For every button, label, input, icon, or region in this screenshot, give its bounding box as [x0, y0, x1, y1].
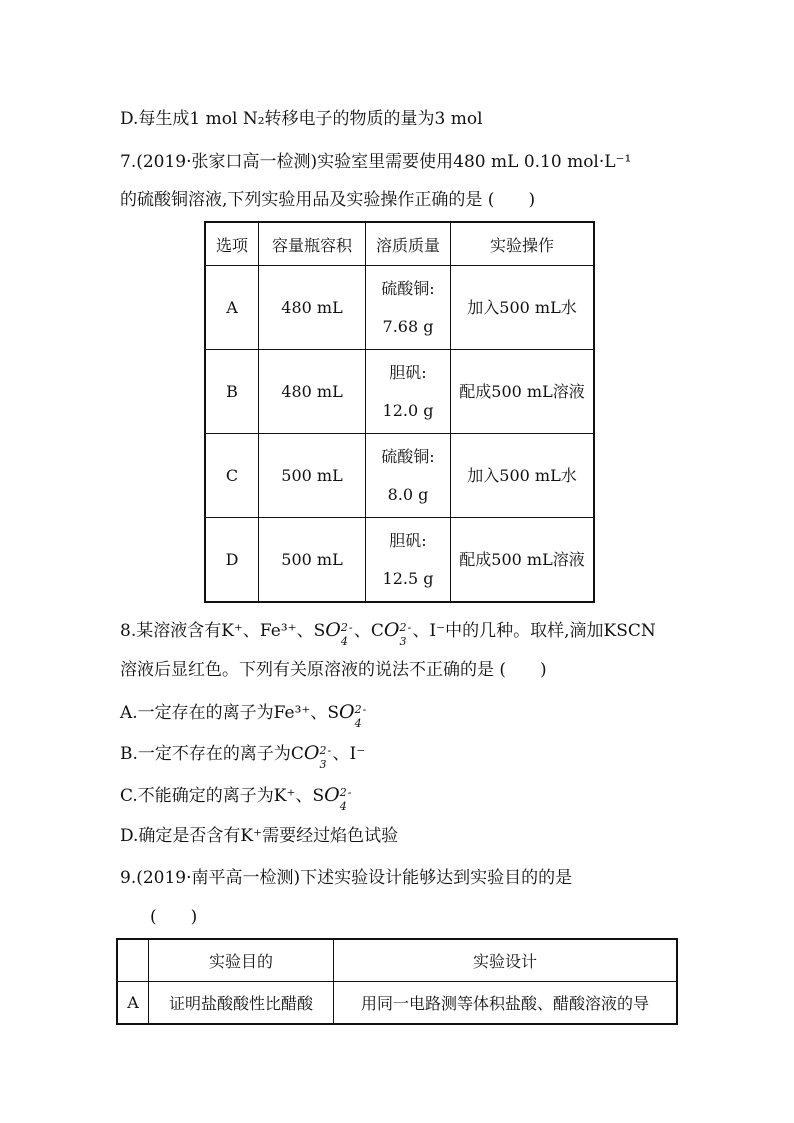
table-row — [117, 982, 677, 1025]
carbonate-ion-formula: O 2 3 - — [383, 619, 412, 648]
option-cell: A — [205, 266, 259, 350]
q9-table-header — [117, 939, 677, 982]
solute-mass: 7.68 g — [382, 316, 434, 336]
solute-name: 胆矾: — [389, 362, 427, 382]
solute-name: 胆矾: — [389, 530, 427, 550]
solute-name: 硫酸铜: — [381, 446, 435, 466]
solute-cell — [366, 266, 451, 350]
volume-cell: 500 mL — [259, 434, 366, 518]
sulfate-ion-formula: O 2 4 - — [339, 701, 367, 730]
table-row — [205, 434, 594, 518]
header-cell: 溶质质量 — [366, 222, 451, 266]
option-cell: D — [205, 518, 259, 603]
table-row — [205, 266, 594, 350]
q8-option-c: C.不能确定的离子为K⁺、SO 2 4 - — [120, 784, 352, 813]
solute-mass: 12.5 g — [382, 568, 434, 588]
solute-cell — [366, 350, 451, 434]
volume-cell: 500 mL — [259, 518, 366, 603]
solute-mass: 8.0 g — [387, 484, 429, 504]
purpose-cell: 证明盐酸酸性比醋酸 — [149, 982, 334, 1025]
q8-option-d: D.确定是否含有K⁺需要经过焰色试验 — [120, 826, 399, 846]
header-cell: 实验操作 — [451, 222, 595, 266]
carbonate-ion-formula: O 2 3 - — [303, 742, 332, 771]
q9-stem-line1: 9.(2019·南平高一检测)下述实验设计能够达到实验目的的是 — [120, 868, 573, 888]
operation-cell: 加入500 mL水 — [451, 266, 595, 350]
q9-stem-line2: ( ) — [150, 907, 198, 927]
operation-cell: 加入500 mL水 — [451, 434, 595, 518]
header-cell: 选项 — [205, 222, 259, 266]
option-cell: A — [117, 982, 149, 1025]
q6-option-d: D.每生成1 mol N₂转移电子的物质的量为3 mol — [120, 109, 483, 129]
solute-cell — [366, 434, 451, 518]
q7-table — [204, 221, 595, 603]
header-cell: 容量瓶容积 — [259, 222, 366, 266]
solute-mass: 12.0 g — [382, 400, 434, 420]
header-cell: 实验设计 — [334, 939, 678, 982]
sulfate-ion-formula: O 2 4 - — [325, 619, 353, 648]
operation-cell: 配成500 mL溶液 — [451, 350, 595, 434]
option-cell: C — [205, 434, 259, 518]
header-cell: 实验目的 — [149, 939, 334, 982]
q7-table-header — [205, 222, 594, 266]
volume-cell: 480 mL — [259, 350, 366, 434]
design-cell: 用同一电路测等体积盐酸、醋酸溶液的导 — [334, 982, 678, 1025]
table-row — [205, 518, 594, 603]
option-cell: B — [205, 350, 259, 434]
q8-stem-line2: 溶液后显红色。下列有关原溶液的说法不正确的是 ( ) — [120, 660, 547, 680]
q9-table — [116, 938, 678, 1025]
table-row — [205, 350, 594, 434]
q8-option-b: B.一定不存在的离子为CO 2 3 - 、I⁻ — [120, 742, 366, 771]
solute-cell — [366, 518, 451, 603]
q8-stem-line1: 8.某溶液含有K⁺、Fe³⁺、SO 2 4 - 、CO 2 3 - 、I⁻中的几种。取样,滴加KSCN — [120, 619, 656, 648]
q8-option-a: A.一定存在的离子为Fe³⁺、SO 2 4 - — [120, 701, 367, 730]
q7-stem-line2: 的硫酸铜溶液,下列实验用品及实验操作正确的是 ( ) — [120, 190, 536, 210]
operation-cell: 配成500 mL溶液 — [451, 518, 595, 603]
header-cell — [117, 939, 149, 982]
q7-stem-line1: 7.(2019·张家口高一检测)实验室里需要使用480 mL 0.10 mol·L⁻¹ — [120, 152, 632, 172]
sulfate-ion-formula: O 2 4 - — [324, 784, 352, 813]
solute-name: 硫酸铜: — [381, 278, 435, 298]
volume-cell: 480 mL — [259, 266, 366, 350]
